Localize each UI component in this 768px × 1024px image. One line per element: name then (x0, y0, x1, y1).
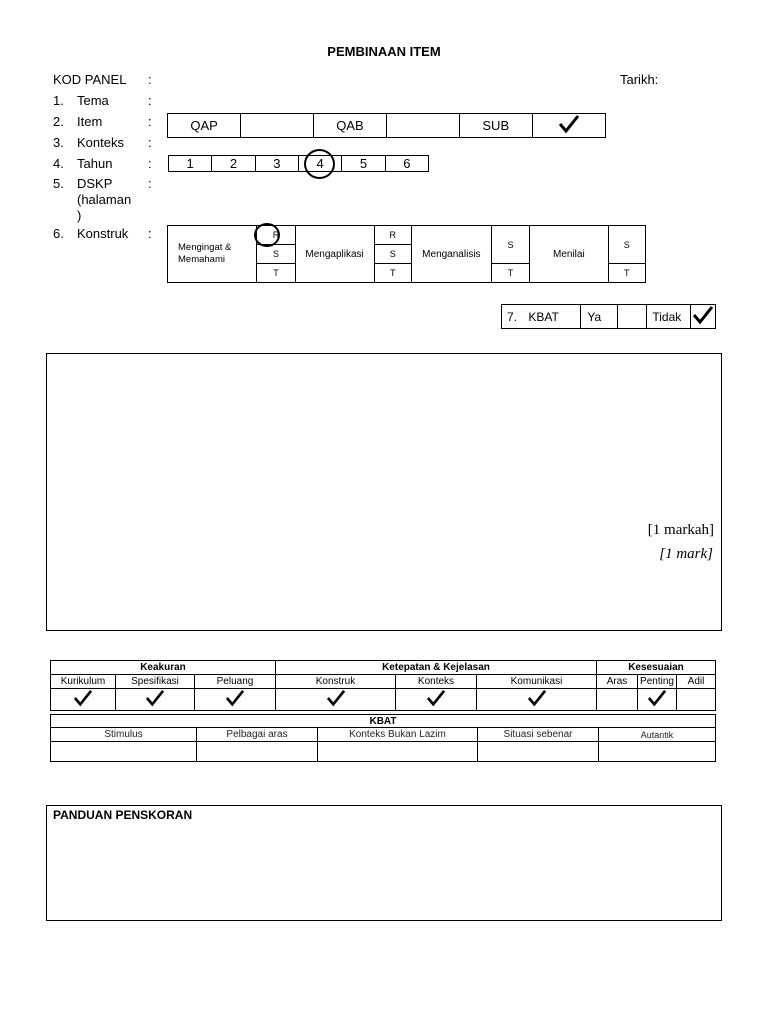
markah-label: [1 markah] (647, 522, 714, 538)
konstruk-level-t[interactable]: T (374, 264, 411, 283)
criteria-group-keakuran: Keakuran (51, 661, 276, 675)
criteria-check-cell[interactable] (116, 689, 195, 711)
tahun-option[interactable]: 5 (342, 156, 385, 172)
criteria-item: Adil (677, 675, 716, 689)
konstruk-level-s[interactable]: S (374, 245, 411, 264)
item-type-sub-check[interactable] (532, 114, 605, 138)
criteria-item: Aras (597, 675, 638, 689)
kbat-cell[interactable] (478, 742, 599, 762)
field-label-konteks: Konteks (77, 135, 124, 150)
item-type-qap[interactable]: QAP (168, 114, 241, 138)
tahun-table (168, 155, 429, 172)
field-label-tema: Tema (77, 93, 109, 108)
field-num: 5. (53, 176, 64, 191)
konstruk-group-menilai: Menilai (530, 226, 609, 283)
panduan-title: PANDUAN PENSKORAN (53, 808, 193, 822)
checkmark-icon (224, 689, 246, 707)
kbat-cell[interactable] (318, 742, 478, 762)
item-type-qap-check[interactable] (241, 114, 314, 138)
field-label-dskp-2: (halaman (77, 192, 132, 207)
kbat-tidak[interactable]: Tidak (647, 305, 691, 329)
konstruk-group-menganalisis: Menganalisis (411, 226, 491, 283)
kbat-column-header: Pelbagai aras (197, 728, 318, 742)
criteria-item: Konstruk (276, 675, 396, 689)
kbat-cell[interactable] (51, 742, 197, 762)
konstruk-group-name: Memahami (178, 254, 225, 265)
konstruk-level-s[interactable]: S (608, 226, 645, 264)
checkmark-icon (646, 689, 668, 707)
criteria-check-cell[interactable] (195, 689, 276, 711)
kbat-column-header: Stimulus (51, 728, 197, 742)
kbat-choice-table (501, 304, 716, 329)
kbat-table-title: KBAT (51, 715, 716, 728)
criteria-item: Penting (638, 675, 677, 689)
kbat-ya[interactable]: Ya (581, 305, 617, 329)
field-label-dskp-3: ) (77, 208, 82, 223)
field-label-tahun: Tahun (77, 156, 113, 171)
kbat-cell[interactable] (599, 742, 716, 762)
item-type-sub[interactable]: SUB (459, 114, 532, 138)
tahun-option[interactable]: 2 (212, 156, 255, 172)
kbat-column-header: Situasi sebenar (478, 728, 599, 742)
item-type-qab[interactable]: QAB (313, 114, 386, 138)
checkmark-icon (144, 689, 166, 707)
kbat-label: KBAT (528, 309, 559, 324)
konstruk-level-r[interactable]: R (257, 226, 295, 245)
checkmark-icon (691, 305, 715, 325)
tahun-option[interactable]: 1 (169, 156, 212, 172)
criteria-check-cell[interactable] (477, 689, 597, 711)
checkmark-icon (526, 689, 548, 707)
criteria-table (50, 660, 716, 711)
konstruk-level-t[interactable]: T (491, 264, 529, 283)
criteria-check-cell[interactable] (597, 689, 638, 711)
kbat-cell[interactable] (197, 742, 318, 762)
konstruk-level-s[interactable]: S (257, 245, 295, 264)
checkmark-icon (425, 689, 447, 707)
kbat-tidak-check[interactable] (691, 305, 716, 329)
konstruk-level-t[interactable]: T (608, 264, 645, 283)
field-colon: : (148, 176, 152, 191)
criteria-group-ketepatan: Ketepatan & Kejelasan (276, 661, 597, 675)
kbat-ya-check[interactable] (617, 305, 647, 329)
field-colon: : (148, 226, 152, 241)
tarikh-label: Tarikh: (620, 72, 659, 87)
kod-panel-label: KOD PANEL (53, 72, 127, 87)
criteria-check-cell[interactable] (51, 689, 116, 711)
mark-label: [1 mark] (659, 546, 713, 562)
field-num: 2. (53, 114, 64, 129)
item-type-qab-check[interactable] (387, 114, 460, 138)
criteria-check-cell[interactable] (396, 689, 477, 711)
question-box[interactable] (46, 353, 722, 631)
criteria-item: Peluang (195, 675, 276, 689)
criteria-item: Spesifikasi (116, 675, 195, 689)
criteria-check-cell[interactable] (638, 689, 677, 711)
kod-panel-colon: : (148, 72, 152, 87)
field-colon: : (148, 156, 152, 171)
checkmark-icon (557, 114, 581, 134)
tahun-option-selected[interactable]: 4 (298, 156, 341, 172)
konstruk-level-r[interactable]: R (374, 226, 411, 245)
konstruk-group-name: Mengingat & (178, 242, 232, 253)
konstruk-table (167, 225, 646, 283)
field-label-item: Item (77, 114, 103, 129)
tahun-option[interactable]: 3 (255, 156, 298, 172)
criteria-item: Kurikulum (51, 675, 116, 689)
field-num: 6. (53, 226, 64, 241)
panduan-box[interactable] (46, 805, 722, 921)
checkmark-icon (325, 689, 347, 707)
field-num: 1. (53, 93, 64, 108)
field-colon: : (148, 93, 152, 108)
tahun-selection-circle (304, 149, 335, 179)
konstruk-level-s[interactable]: S (491, 226, 529, 264)
tahun-option[interactable]: 6 (385, 156, 428, 172)
field-colon: : (148, 135, 152, 150)
field-label-konstruk: Konstruk (77, 226, 129, 241)
criteria-item: Komunikasi (477, 675, 597, 689)
konstruk-group-mengaplikasi: Mengaplikasi (295, 226, 374, 283)
field-label-dskp: DSKP (77, 176, 113, 191)
criteria-check-cell[interactable] (276, 689, 396, 711)
field-num: 4. (53, 156, 64, 171)
criteria-item: Konteks (396, 675, 477, 689)
item-type-table (167, 113, 606, 138)
kbat-column-header: Konteks Bukan Lazim (318, 728, 478, 742)
page-title: PEMBINAAN ITEM (327, 44, 441, 59)
konstruk-level-t[interactable]: T (257, 264, 295, 283)
kbat-table (50, 714, 716, 762)
kbat-num: 7. (507, 309, 518, 324)
konstruk-selection-circle (254, 223, 280, 247)
criteria-group-kesesuaian: Kesesuaian (597, 661, 716, 675)
field-colon: : (148, 114, 152, 129)
field-num: 3. (53, 135, 64, 150)
konstruk-group-mengingat (168, 226, 257, 283)
kbat-choice-label (502, 305, 581, 329)
criteria-check-cell[interactable] (677, 689, 716, 711)
checkmark-icon (72, 689, 94, 707)
kbat-column-header: Autantik (599, 728, 716, 742)
